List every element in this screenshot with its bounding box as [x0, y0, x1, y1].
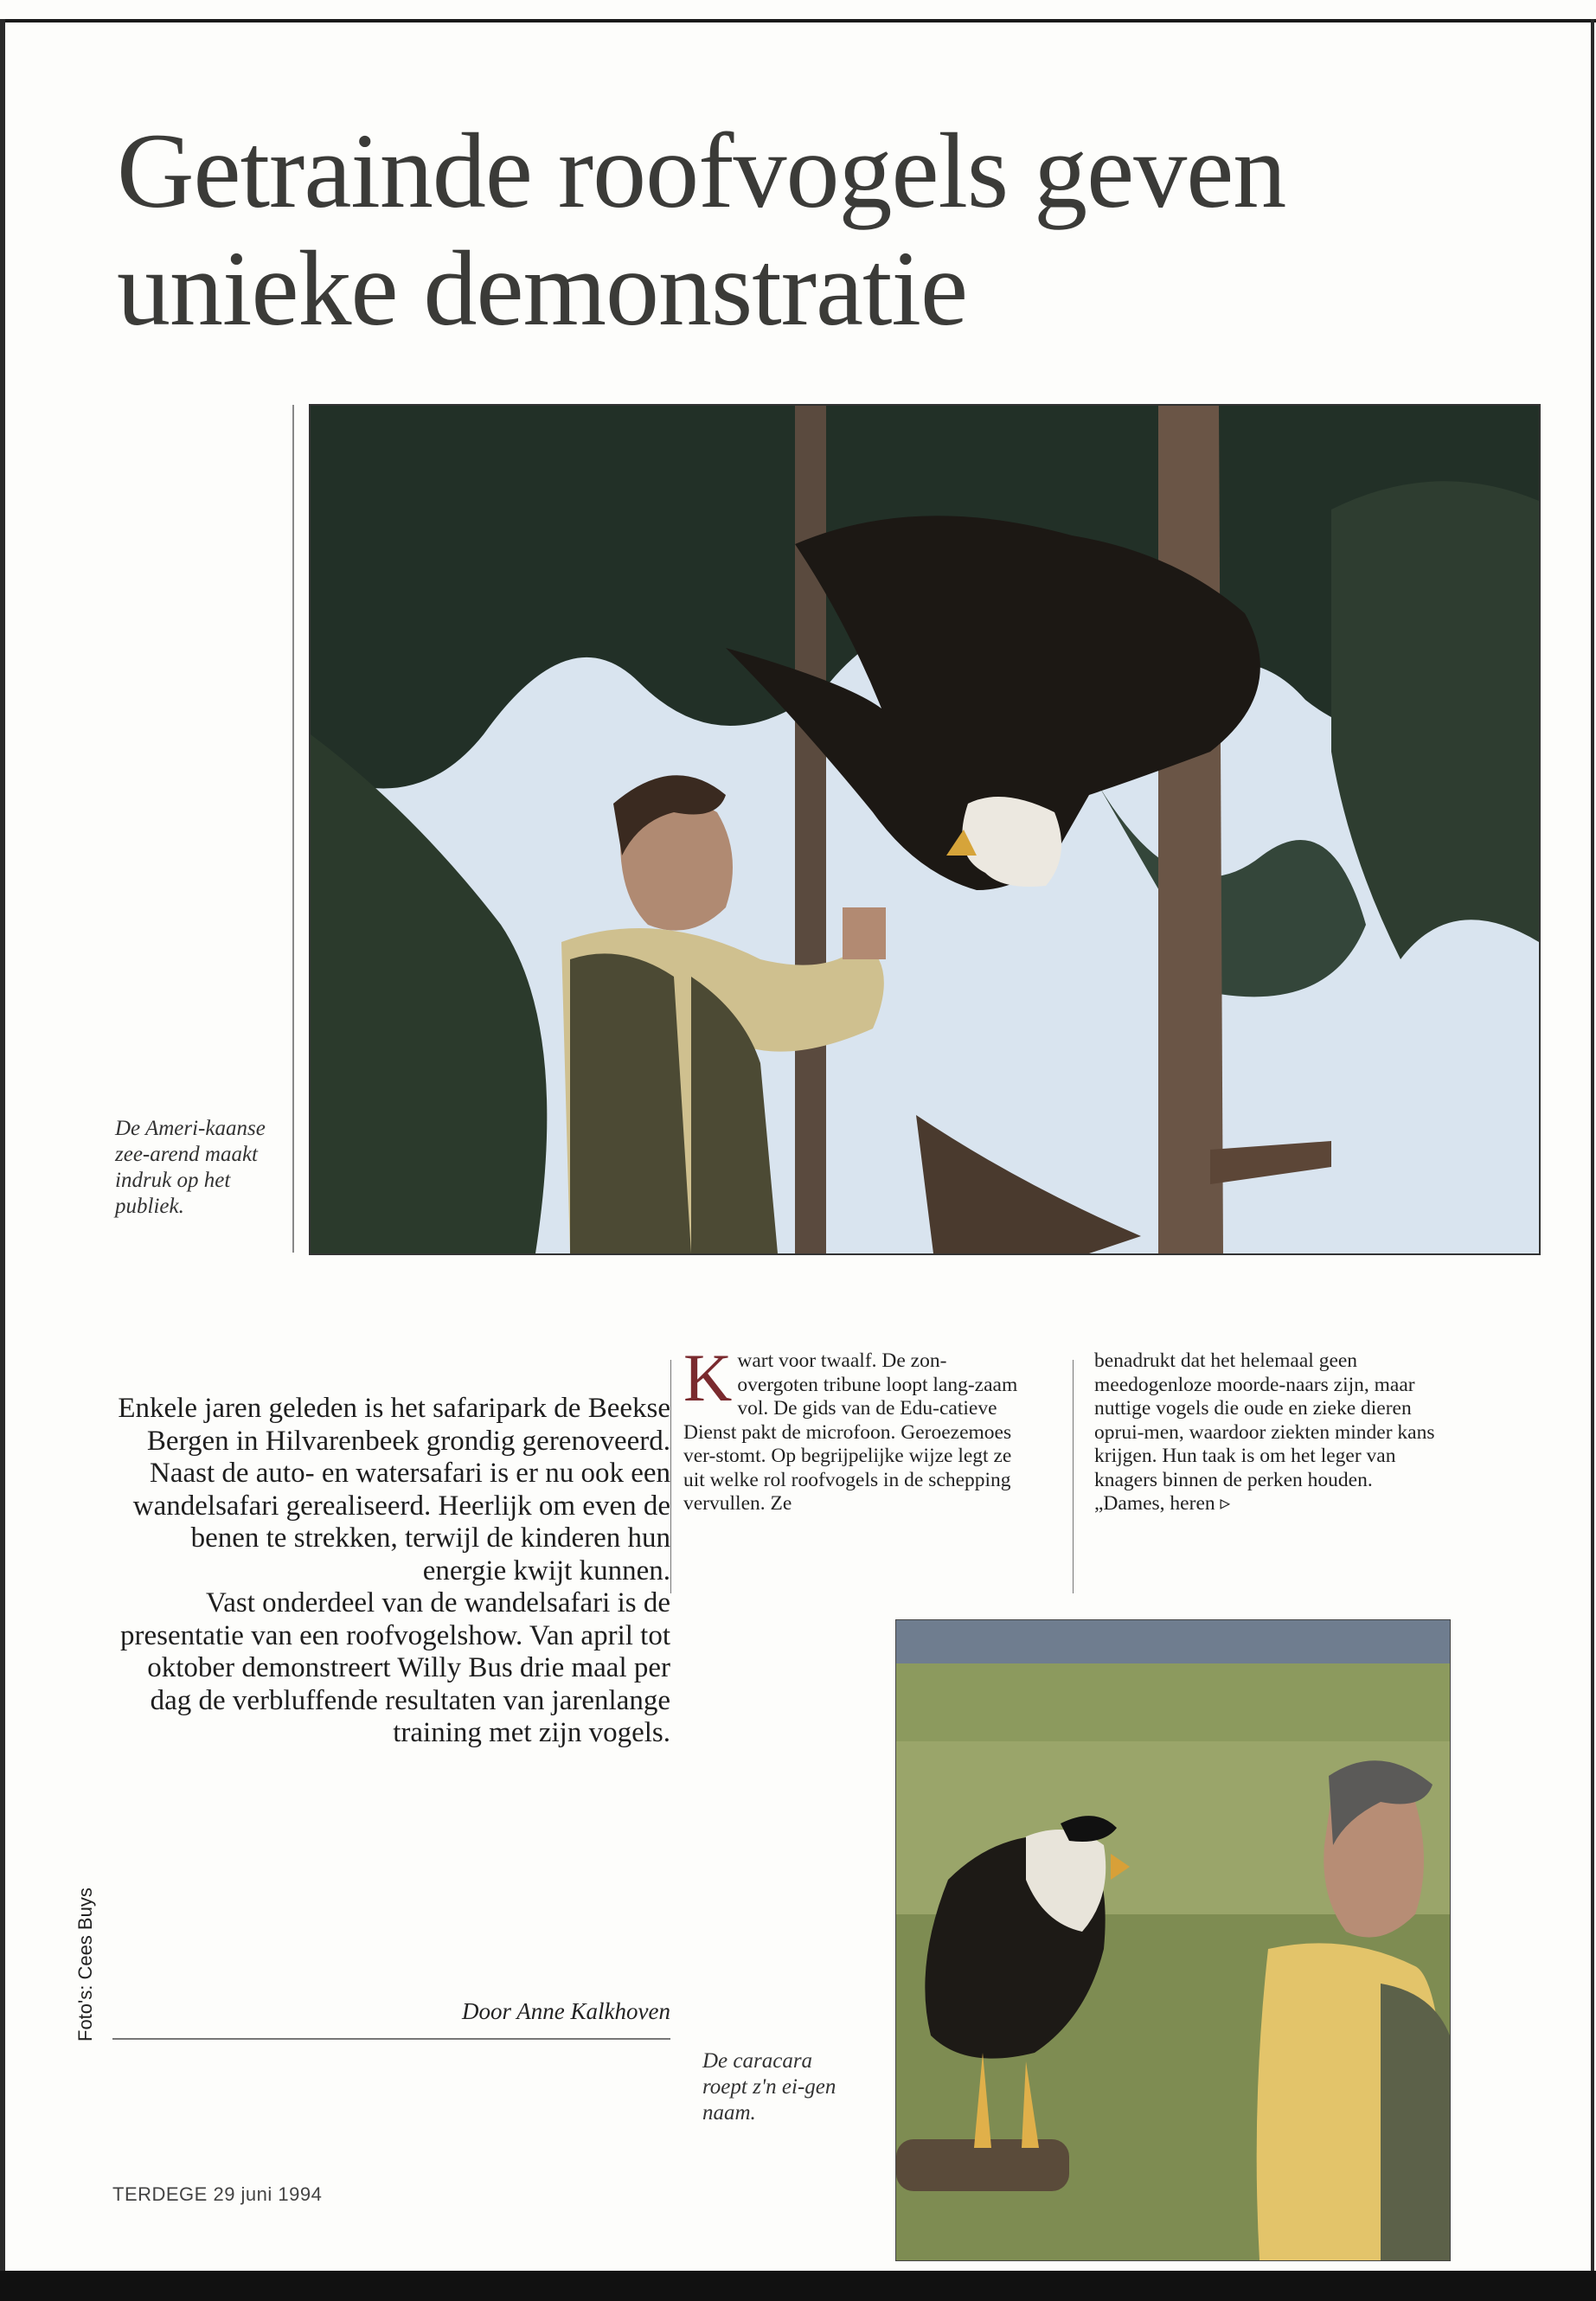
body-column-2: benadrukt dat het helemaal geen meedogenloze moorde-naars zijn, maar nuttige vogels die oude en zieke dieren oprui-men, waardoor ziekten minder kans krijgen. Hun taak is om het leger van knagers binnen de perken houden. „Dames, heren ▹ [1094, 1349, 1435, 1515]
byline-rule [112, 2038, 670, 2040]
caracara-photo [895, 1619, 1451, 2261]
body-column-1 [683, 1340, 1025, 1516]
photo-credit: Foto's: Cees Buys [74, 1888, 96, 2041]
article-intro [112, 1393, 670, 1750]
article-byline: Door Anne Kalkhoven [462, 1998, 670, 2024]
drop-cap: K [683, 1340, 733, 1415]
page-frame-left [0, 19, 5, 2277]
caption-divider [292, 405, 294, 1253]
article-title [117, 112, 1501, 348]
column-rule [670, 1360, 671, 1593]
page-footer: TERDEGE 29 juni 1994 [112, 2183, 323, 2205]
eagle-photo [309, 404, 1541, 1255]
caracara-photo-caption: De caracara roept z'n ei-gen naam. [702, 2049, 836, 2125]
title-line-2: unieke demonstratie [117, 229, 967, 348]
intro-paragraph: Naast de auto- en watersafari is er nu ook een wandelsafari gerealiseerd. Heerlijk om even de benen te strekken, terwijl de kinderen hun energie kwijt kunnen. [132, 1458, 670, 1586]
intro-paragraph: Vast onderdeel van de wandelsafari is de presentatie van een roofvogelshow. Van april tot oktober demonstreert Willy Bus drie maal per dag de verbluffende resultaten van jarenlange training met zijn vogels. [120, 1587, 670, 1748]
column-rule [1073, 1360, 1074, 1593]
page-frame-bottom [0, 2271, 1596, 2301]
title-line-1: Getrainde roofvogels geven [117, 112, 1286, 230]
eagle-photo-caption: De Ameri-kaanse zee-arend maakt indruk op het publiek. [115, 1117, 266, 1218]
body-text-col1: wart voor twaalf. De zon-overgoten tribune loopt lang-zaam vol. De gids van de Edu-catieve Dienst pakt de microfoon. Geroezemoes ver-stomt. Op begrijpelijke wijze legt ze uit welke rol roofvogels in de schepping vervullen. Ze [683, 1349, 1018, 1515]
intro-paragraph: Enkele jaren geleden is het safaripark de Beekse Bergen in Hilvarenbeek grondig gerenoveerd. [118, 1393, 670, 1457]
page-frame-right [1591, 19, 1594, 2277]
page-frame-top [0, 19, 1596, 22]
